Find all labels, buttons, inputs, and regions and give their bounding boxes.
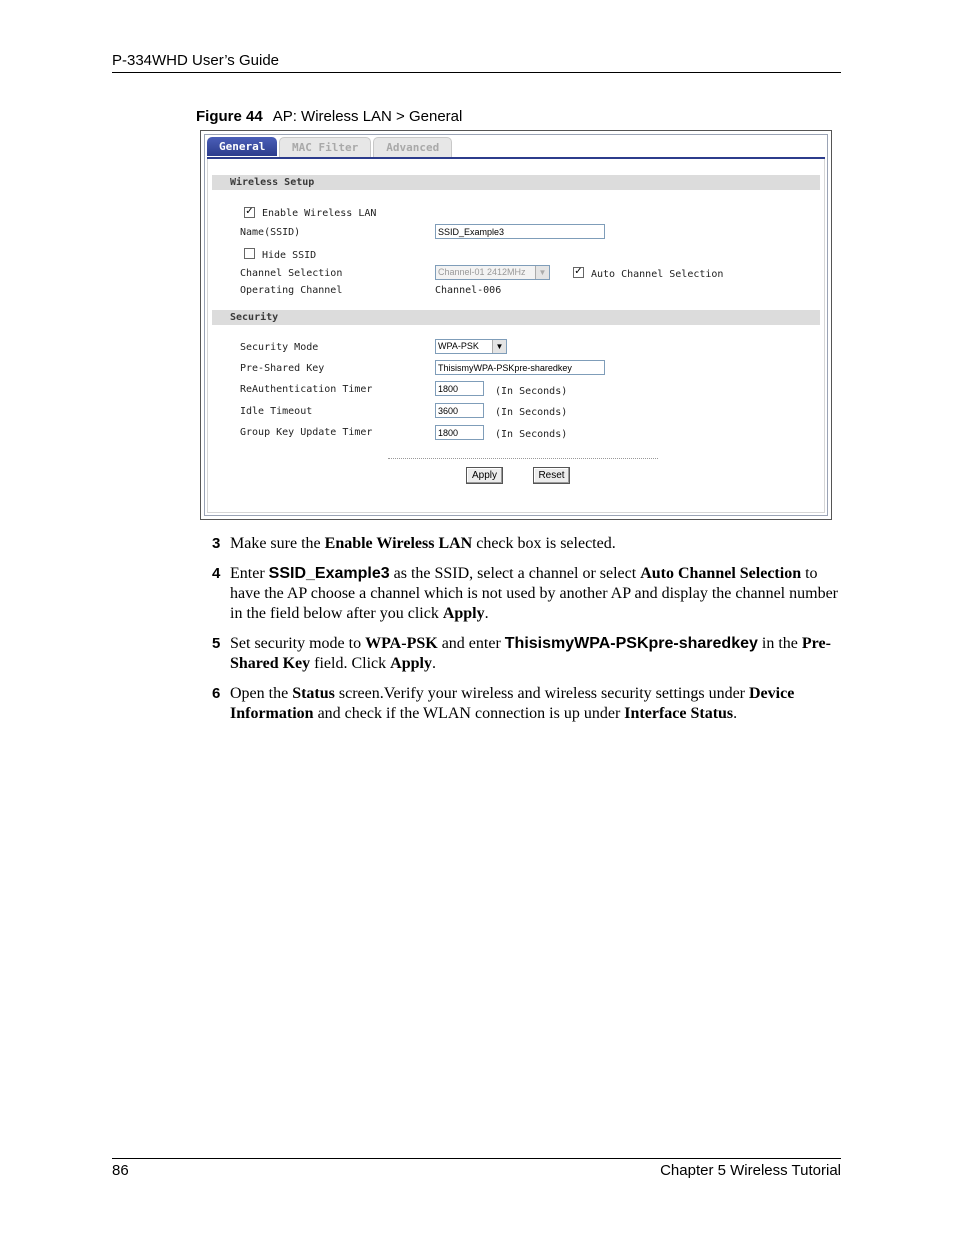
step-text: and enter (437, 635, 505, 652)
step-text: Enter (230, 565, 269, 582)
operating-channel-value: Channel-006 (435, 285, 502, 296)
enable-wireless-lan-label: Enable Wireless LAN (262, 208, 377, 219)
running-header: P-334WHD User’s Guide (112, 52, 279, 69)
page-number: 86 (112, 1162, 129, 1179)
step-number: 4 (212, 565, 221, 582)
tutorial-steps (212, 534, 842, 734)
reset-button[interactable]: Reset (533, 467, 570, 484)
reauth-timer-unit: (In Seconds) (495, 386, 568, 397)
step-text: Open the (230, 685, 293, 702)
button-divider (388, 458, 658, 459)
step-text: Set security mode to (230, 635, 366, 652)
operating-channel-label: Operating Channel (240, 285, 343, 296)
enable-wireless-lan-checkbox[interactable]: ✓ (245, 206, 254, 217)
step-text: in the (757, 635, 802, 652)
step-text: field. Click (310, 655, 391, 672)
channel-selection-label: Channel Selection (240, 268, 343, 279)
tab-advanced[interactable]: Advanced (373, 137, 452, 157)
step-bold: SSID_Example3 (268, 565, 390, 582)
ssid-input[interactable]: SSID_Example3 (435, 224, 605, 239)
hide-ssid-label: Hide SSID (262, 250, 317, 261)
reauth-timer-label: ReAuthentication Timer (240, 384, 373, 395)
section-security: Security (212, 310, 820, 325)
step-text: screen.Verify your wireless and wireless security settings under (334, 685, 749, 702)
tab-general[interactable]: General (207, 137, 277, 156)
channel-select[interactable] (435, 265, 550, 280)
chapter-title: Chapter 5 Wireless Tutorial (660, 1162, 841, 1179)
group-key-timer-input[interactable]: 1800 (435, 425, 484, 440)
step-text: as the SSID, select a channel or select (389, 565, 641, 582)
step-bold: WPA-PSK (365, 635, 438, 652)
group-key-timer-label: Group Key Update Timer (240, 427, 373, 438)
step-bold: Status (292, 685, 335, 702)
header-rule (112, 72, 841, 73)
section-wireless-setup: Wireless Setup (212, 175, 820, 190)
group-key-timer-unit: (In Seconds) (495, 429, 568, 440)
figure-caption (196, 108, 462, 125)
step-text: check box is selected. (472, 535, 616, 552)
step-3 (212, 534, 842, 554)
step-bold: ThisismyWPA-PSKpre-sharedkey (504, 635, 758, 652)
step-number: 3 (212, 535, 221, 552)
ssid-label: Name(SSID) (240, 227, 301, 238)
settings-panel (207, 159, 825, 513)
idle-timeout-input[interactable]: 3600 (435, 403, 484, 418)
step-bold: Pre-Shared Key (230, 635, 831, 672)
step-bold: Enable Wireless LAN (324, 535, 473, 552)
step-bold: Interface Status (624, 705, 734, 722)
step-number: 5 (212, 635, 221, 652)
hide-ssid-checkbox[interactable] (244, 248, 255, 259)
step-text: Make sure the (230, 535, 325, 552)
step-text: and check if the WLAN connection is up under (313, 705, 625, 722)
security-mode-label: Security Mode (240, 342, 319, 353)
step-text: . (431, 655, 436, 672)
reauth-timer-input[interactable]: 1800 (435, 381, 484, 396)
step-text: . (484, 605, 489, 622)
idle-timeout-label: Idle Timeout (240, 406, 313, 417)
figure-title: AP: Wireless LAN > General (272, 108, 463, 125)
step-text: . (733, 705, 738, 722)
pre-shared-key-label: Pre-Shared Key (240, 363, 325, 374)
security-mode-value: WPA-PSK (438, 341, 479, 351)
channel-select-value: Channel-01 2412MHz (438, 267, 526, 277)
auto-channel-label: Auto Channel Selection (591, 269, 724, 280)
step-bold: Auto Channel Selection (640, 565, 802, 582)
chevron-down-icon: ▼ (492, 340, 506, 353)
security-mode-select[interactable] (435, 339, 507, 354)
step-bold: Device Information (230, 685, 795, 722)
apply-button[interactable]: Apply (466, 467, 503, 484)
wireless-lan-general-screenshot (200, 130, 832, 520)
chevron-down-icon: ▼ (535, 266, 549, 279)
screenshot-frame (204, 134, 828, 516)
step-4 (212, 564, 842, 624)
footer-rule (112, 1158, 841, 1159)
step-5 (212, 634, 842, 674)
tab-bar (207, 137, 454, 157)
auto-channel-checkbox[interactable]: ✓ (574, 266, 583, 277)
step-text: to have the AP choose a channel which is not used by another AP and display the channel number in the field below after you click (230, 565, 838, 622)
step-number: 6 (212, 685, 221, 702)
figure-number: Figure 44 (196, 108, 263, 125)
step-bold: Apply (442, 605, 485, 622)
step-6 (212, 684, 842, 724)
idle-timeout-unit: (In Seconds) (495, 407, 568, 418)
step-bold: Apply (390, 655, 432, 672)
tab-mac-filter[interactable]: MAC Filter (279, 137, 371, 157)
pre-shared-key-input[interactable]: ThisismyWPA-PSKpre-sharedkey (435, 360, 605, 375)
